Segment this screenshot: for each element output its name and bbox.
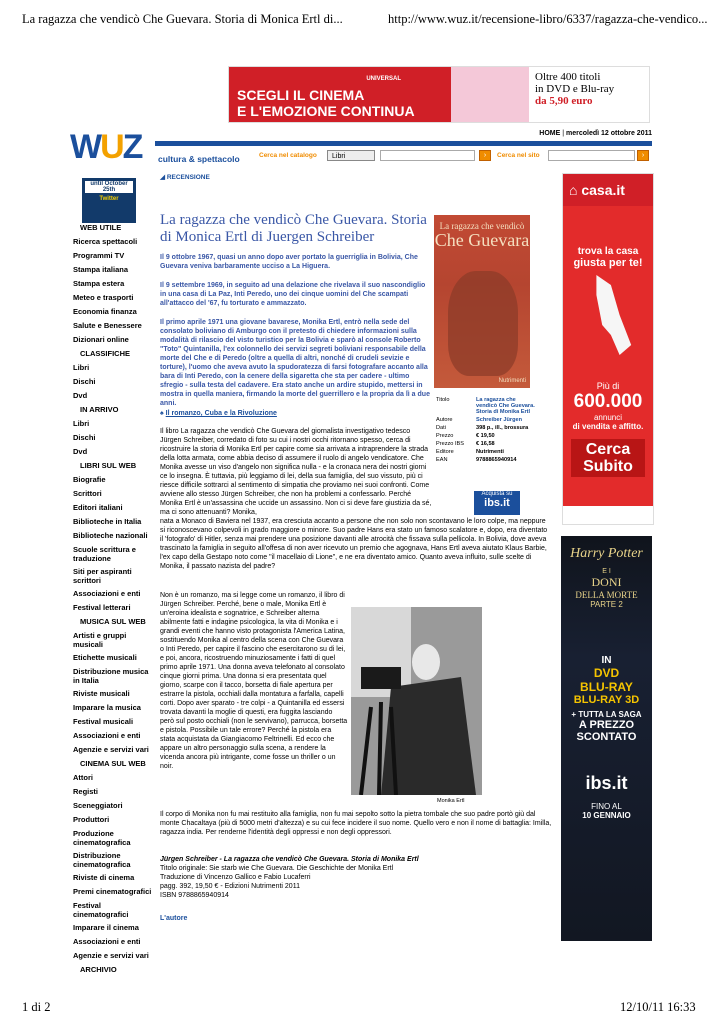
sidebar-link[interactable]: Stampa estera: [73, 279, 125, 288]
body-paragraph-1b: nata a Monaco di Baviera nel 1937, era cresciuta accanto a persone che non solo non scontavano le loro colpe, ma neppure si riconoscevano colpevoli in grado maggiore o minore. Suo padre Hans era stato un famoso scalatore e, dopo, era diventato il 'fotografo' di Hitler, senza mai prendere una posizione davanti alle atrocità che fissava sulla pellicola. In Bolivia, dove aveva trascinato la famiglia in seguito all'offesa di non aver ricevuto un premio che agognava, Hans Ertl aveva aiutato Klaus Barbie, l'ex capo della Gestapo noto come "il macellaio di Lione", e ne era diventato amico. Quanto aveva influito, sulle scelte di Monika, il passato nazista del padre?: [160, 518, 548, 570]
sidebar-section-heading: LIBRI SUL WEB: [80, 461, 137, 470]
cover-top-text: La ragazza che vendicò: [439, 221, 525, 231]
logo-u: U: [100, 128, 123, 166]
book-info-value: 398 p., ill., brossura: [476, 425, 529, 431]
print-header-title: La ragazza che vendicò Che Guevara. Storia di Monica Ertl di...: [22, 12, 343, 26]
book-info-row: [436, 457, 540, 463]
biblio-line-3: Traduzione di Vincenzo Gallico e Fabio Lucaferri: [160, 874, 311, 881]
book-info-value[interactable]: La ragazza che vendicò Che Guevara. Storia di Monika Ertl: [476, 397, 535, 415]
italy-map: [579, 275, 637, 375]
sidebar-section-heading: ARCHIVIO: [80, 965, 117, 974]
potter-t5: PARTE 2: [590, 600, 623, 609]
book-info-key: Editore: [436, 449, 454, 455]
casa-line4: annunci: [593, 413, 623, 422]
casa-cta1: Cerca: [585, 441, 631, 458]
book-info-value[interactable]: Schreiber Jürgen: [476, 417, 523, 423]
photo-caption: Monika Ertl: [437, 798, 465, 804]
top-nav: HOME | mercoledì 12 ottobre 2011: [539, 130, 652, 137]
sidebar-section-heading: CLASSIFICHE: [80, 349, 131, 358]
sidebar-link[interactable]: Riviste musicali: [73, 689, 130, 698]
romanzo-link-row: [160, 409, 277, 418]
site-tagline: cultura & spettacolo: [158, 154, 240, 164]
sidebar-link[interactable]: Dvd: [73, 391, 88, 400]
casa-line3: Più di: [596, 381, 620, 391]
sidebar-link[interactable]: Associazioni e enti: [73, 589, 141, 598]
banner-text3: da 5,90 euro: [535, 95, 593, 107]
potter-t10: + TUTTA LA SAGA: [571, 710, 642, 719]
sidebar-link[interactable]: Produttori: [73, 815, 110, 824]
sidebar-link[interactable]: Attori: [73, 773, 93, 782]
sidebar-link[interactable]: Scuole scrittura e traduzione: [73, 545, 136, 563]
sidebar-link[interactable]: Agenzie e servizi vari: [73, 745, 149, 754]
potter-t12: SCONTATO: [576, 731, 637, 743]
print-footer-page: 1 di 2: [22, 1000, 51, 1014]
sidebar-link[interactable]: Imparare la musica: [73, 703, 141, 712]
sidebar-link[interactable]: Distribuzione cinematografica: [73, 851, 131, 869]
biblio-line-4: pagg. 392, 19,50 € - Edizioni Nutrimenti 2011: [160, 883, 300, 890]
book-info-row: [436, 397, 540, 415]
potter-t3: DONI: [591, 575, 622, 589]
book-info-key: EAN: [436, 457, 448, 463]
potter-t11: A PREZZO: [578, 719, 635, 731]
photo-illustration: [351, 607, 482, 795]
potter-t1: Harry Potter: [570, 546, 643, 561]
biblio-line-2: Titolo originale: Sie starb wie Che Guevara. Die Geschichte der Monika Ertl: [160, 865, 394, 872]
section-label-text: RECENSIONE: [166, 174, 210, 181]
sidebar-link[interactable]: Libri: [73, 363, 90, 372]
casa-line5: di vendita e affitto.: [572, 422, 644, 431]
book-info-key: Autore: [436, 417, 453, 423]
site-search-label: Cerca nel sito: [497, 152, 540, 159]
sidebar-link[interactable]: Associazioni e enti: [73, 731, 141, 740]
author-link[interactable]: L'autore: [160, 915, 188, 922]
banner-brand: UNIVERSAL: [366, 76, 401, 82]
catalog-search-go-button[interactable]: ›: [479, 150, 491, 161]
casa-brand: [563, 174, 653, 206]
sidebar-link[interactable]: Libri: [73, 419, 90, 428]
sidebar-link[interactable]: Dischi: [73, 433, 96, 442]
sidebar-link[interactable]: Imparare il cinema: [73, 923, 139, 932]
body-paragraph-1: Il libro La ragazza che vendicò Che Guevara del giornalista investigativo tedesco Jürgen Schreiber, corredato di foto su cui i nostri occhi ritornano spesso, cerca di ricostruire la storia di Monika Ertl per capire come sia arrivata a intraprendere la strada della lotta armata, come abbia deciso di assumere il ruolo di angelo vendicatore. Che Monika avesse un viso d'angelo non significa nulla - e la cronaca nera dei nostri giorni ce lo insegna. È tuttavia, più leggiamo di lei, della sua famiglia, del suo vissuto, più ci riesce difficile sottrarci al sentimento di simpatia che proviamo nei suoi confronti. Come avviene allo stesso Jürgen Schreiber, che non ha problemi a confessarlo. Perché Monika Ertl è un'assassina che uccide un assassino. Non ci si deve fare giustizia da sé, ma ci sono attenuanti? Monika,: [160, 428, 432, 516]
bibliography: [160, 855, 552, 900]
casa-it-ad[interactable]: [562, 173, 654, 525]
catalog-search-label: Cerca nel catalogo: [259, 152, 317, 159]
biblio-line-1: Jürgen Schreiber - La ragazza che vendicò Che Guevara. Storia di Monika Ertl: [160, 856, 419, 863]
potter-t13: FINO AL: [591, 802, 622, 811]
book-cover[interactable]: [434, 215, 530, 388]
book-info-table: [436, 397, 540, 465]
sidebar-link[interactable]: Programmi TV: [73, 251, 125, 260]
banner-line1: SCEGLI IL CINEMA: [237, 87, 365, 103]
casa-line1: trova la casa: [577, 246, 639, 257]
sidebar-section-heading: WEB UTILE: [80, 223, 122, 232]
sidebar-link[interactable]: Premi cinematografici: [73, 887, 152, 896]
potter-t9: BLU-RAY 3D: [573, 694, 640, 706]
sidebar-link[interactable]: Biblioteche in Italia: [73, 517, 142, 526]
home-link[interactable]: HOME: [539, 130, 561, 137]
sidebar-link[interactable]: Stampa italiana: [73, 265, 129, 274]
potter-t7: DVD: [593, 666, 620, 680]
sidebar-link[interactable]: Festival letterari: [73, 603, 131, 612]
book-info-value: Nutrimenti: [476, 449, 504, 455]
sidebar-section-heading: CINEMA SUL WEB: [80, 759, 146, 768]
current-date: mercoledì 12 ottobre 2011: [566, 130, 652, 137]
banner-text2: in DVD e Blu-ray: [535, 83, 615, 95]
section-label: ◢ RECENSIONE: [160, 174, 210, 181]
sidebar-link[interactable]: Produzione cinematografica: [73, 829, 131, 847]
sidebar-link[interactable]: Riviste di cinema: [73, 873, 135, 882]
casa-cta2: Subito: [583, 458, 633, 475]
sidebar-section-heading: IN ARRIVO: [80, 405, 119, 414]
buy-label: Acquista su: [481, 491, 513, 497]
casa-brand-text: casa.it: [581, 182, 625, 198]
sidebar-link[interactable]: Salute e Benessere: [73, 321, 142, 330]
sidebar-link[interactable]: Meteo e trasporti: [73, 293, 134, 302]
catalog-select[interactable]: Libri: [327, 150, 375, 161]
cover-publisher: Nutrimenti: [498, 378, 526, 384]
arrow-icon: ♠: [160, 410, 164, 417]
print-footer-datetime: 12/10/11 16:33: [620, 1000, 696, 1014]
sidebar-link[interactable]: Siti per aspiranti scrittori: [73, 567, 132, 585]
catalog-search-input[interactable]: [380, 150, 475, 161]
lead-paragraph-2: Il 9 settembre 1969, in seguito ad una delazione che rivelava il suo nascondiglio in una casa di La Paz, Inti Peredo, uno dei cinque uomini del Che scampati all'attacco del '67, fu torturato e ammazzato.: [160, 282, 426, 307]
sidebar-nav: [70, 222, 154, 978]
site-search-go-button[interactable]: ›: [637, 150, 649, 161]
house-icon: ⌂: [569, 182, 578, 198]
article-title: La ragazza che vendicò Che Guevara. Storia di Monica Ertl di Juergen Schreiber: [160, 212, 427, 245]
sidebar-link[interactable]: Associazioni e enti: [73, 937, 141, 946]
casa-number: 600.000: [573, 391, 643, 412]
harry-potter-ad[interactable]: [561, 536, 652, 941]
potter-t4: DELLA MORTE: [575, 590, 638, 600]
logo-w: W: [70, 128, 101, 166]
sidead-text: until October 25th: [85, 181, 133, 193]
biblio-line-5: ISBN 9788865940914: [160, 892, 229, 899]
potter-t8: BLU-RAY: [580, 680, 633, 694]
cover-title: Che Guevara: [434, 230, 530, 250]
book-info-key: Dati: [436, 425, 446, 431]
sidebar-link[interactable]: Ricerca spettacoli: [73, 237, 138, 246]
site-logo[interactable]: [70, 128, 141, 167]
potter-t6: IN: [601, 655, 612, 666]
book-info-row: [436, 449, 540, 455]
book-info-row: [436, 417, 540, 423]
body-paragraph-2: Non è un romanzo, ma si legge come un romanzo, il libro di Jürgen Schreiber. Perché, bene o male, Monika Ertl è un'eroina idealista e sognatrice, e Schreiber alterna abilmente fatti e indagine psicologica, la vita di Monika e i grandi eventi che hanno visto protagonista l'America Latina, sostituendo Monika al centro della scena con Che Guevara o Inti Peredo, per capire il fascino che esercitarono su di lei, e poi, ancora, ricostruendo minuziosamente i fatti di quel primo aprile 1971. Una donna aveva telefonato al consolato cinque giorni prima. Una donna si era presentata quel giorno, scarpe con il tacco, borsetta di fiale apertura per estrarre la pistola, occhiali dalla montatura a farfalla, capelli corti. Dopo aver sparato - tre colpi - a Quintanilla ed essersi trovata davanti la moglie di questi, era fuggita lasciando però sul posto occhiali (non le servivano), parrucca, borsetta e pistola. Possibile un tale errore? Perché la pistola era stata acquistata da Giangiacomo Feltrinelli. Ed ecco che appare un altro personaggio sulla scena, a rendere la vicenda ancora più intrigante, come fosse un thriller o un noir.: [160, 592, 348, 770]
sidebar-link[interactable]: Biografie: [73, 475, 106, 484]
book-info-key: Prezzo IBS: [436, 441, 464, 447]
sidebar-link[interactable]: Sceneggiatori: [73, 801, 123, 810]
buy-ibs-button[interactable]: [474, 491, 520, 515]
sidebar-section-heading: MUSICA SUL WEB: [80, 617, 146, 626]
sidebar-ad[interactable]: [82, 178, 136, 223]
sidebar-link[interactable]: Scrittori: [73, 489, 102, 498]
potter-t14: 10 GENNAIO: [582, 811, 631, 820]
book-info-key: Titolo: [436, 397, 450, 403]
potter-t2: E I: [602, 568, 611, 575]
book-info-key: Prezzo: [436, 433, 454, 439]
print-header-url: http://www.wuz.it/recensione-libro/6337/ragazza-che-vendico...: [388, 12, 708, 26]
monika-ertl-photo: [351, 607, 482, 795]
sidebar-link[interactable]: Editori italiani: [73, 503, 123, 512]
sidebar-link[interactable]: Dischi: [73, 377, 96, 386]
book-info-row: [436, 425, 540, 431]
sidebar-link[interactable]: Etichette musicali: [73, 653, 137, 662]
book-info-value: € 16,58: [476, 441, 495, 447]
sidebar-link[interactable]: Artisti e gruppi musicali: [73, 631, 127, 649]
lead-paragraph-3: Il primo aprile 1971 una giovane bavarese, Monika Ertl, entrò nella sede del consolato boliviano di Amburgo con il pretesto di chiedere informazioni sulla modalità di rilascio del visto turistico per la Bolivia e sparò al console Roberto "Toto" Quintanilla, l'ex colonnello dei servizi segreti boliviani responsabile della morte del Che e di Peredo (oltre a quella di altri, nonché di crudeli sevizie e torture), l'uomo che aveva avuto la spudoratezza di farsi fotografare accanto alla bara di Inti Peredo, con la cenere della sigaretta che sta per cadere - ultimo sfregio - sulla testa del cadavere. Era stato anche un ardire stupido, mettersi in mostra in quella maniera, firmando la morte del guerrillero e la propria da lì a due anni.: [160, 319, 430, 407]
casa-line2: giusta per te!: [573, 257, 643, 269]
sidebar-link[interactable]: Distribuzione musica in Italia: [73, 667, 149, 685]
logo-z: Z: [122, 128, 142, 166]
romanzo-link[interactable]: Il romanzo, Cuba e la Rivoluzione: [165, 410, 277, 417]
top-banner-ad[interactable]: [228, 66, 650, 123]
sidebar-link[interactable]: Biblioteche nazionali: [73, 531, 148, 540]
site-search-input[interactable]: [548, 150, 635, 161]
book-info-row: [436, 441, 540, 447]
casa-cta[interactable]: [571, 439, 645, 477]
buy-brand: ibs.it: [484, 497, 510, 509]
top-rule: [155, 141, 652, 146]
sidebar-link[interactable]: Agenzie e servizi vari: [73, 951, 149, 960]
sidebar-link[interactable]: Economia finanza: [73, 307, 137, 316]
sidebar-link[interactable]: Festival musicali: [73, 717, 134, 726]
sidebar-link[interactable]: Registi: [73, 787, 99, 796]
banner-text1: Oltre 400 titoli: [535, 71, 601, 83]
banner-line2: E L'EMOZIONE CONTINUA: [237, 103, 415, 119]
banner-dvd-image: [451, 67, 529, 122]
sidebar-link[interactable]: Dizionari online: [73, 335, 129, 344]
cover-portrait: [448, 271, 518, 376]
sidebar-link[interactable]: Festival cinematografici: [73, 901, 129, 919]
book-info-row: [436, 433, 540, 439]
book-info-value: € 19,50: [476, 433, 495, 439]
sidead-sub: Twitter: [99, 196, 119, 202]
book-info-value: 9788865940914: [476, 457, 517, 463]
sidebar-link[interactable]: Dvd: [73, 447, 88, 456]
body-paragraph-3: Il corpo di Monika non fu mai restituito alla famiglia, non fu mai sepolto sotto la pietra tombale che suo padre portò giù dal monte Chacaltaya (più di 5000 metri d'altezza) e su cui fece incidere il suo nome. Quello vero e non il nome di battaglia: Imilla, ragazza india. Per renderne l'identità degli oppressi e non degli oppressori.: [160, 811, 552, 836]
lead-paragraph-1: Il 9 ottobre 1967, quasi un anno dopo aver portato la guerriglia in Bolivia, Che Guevara veniva barbaramente ucciso a La Higuera.: [160, 254, 418, 270]
potter-brand: ibs.it: [585, 773, 628, 793]
